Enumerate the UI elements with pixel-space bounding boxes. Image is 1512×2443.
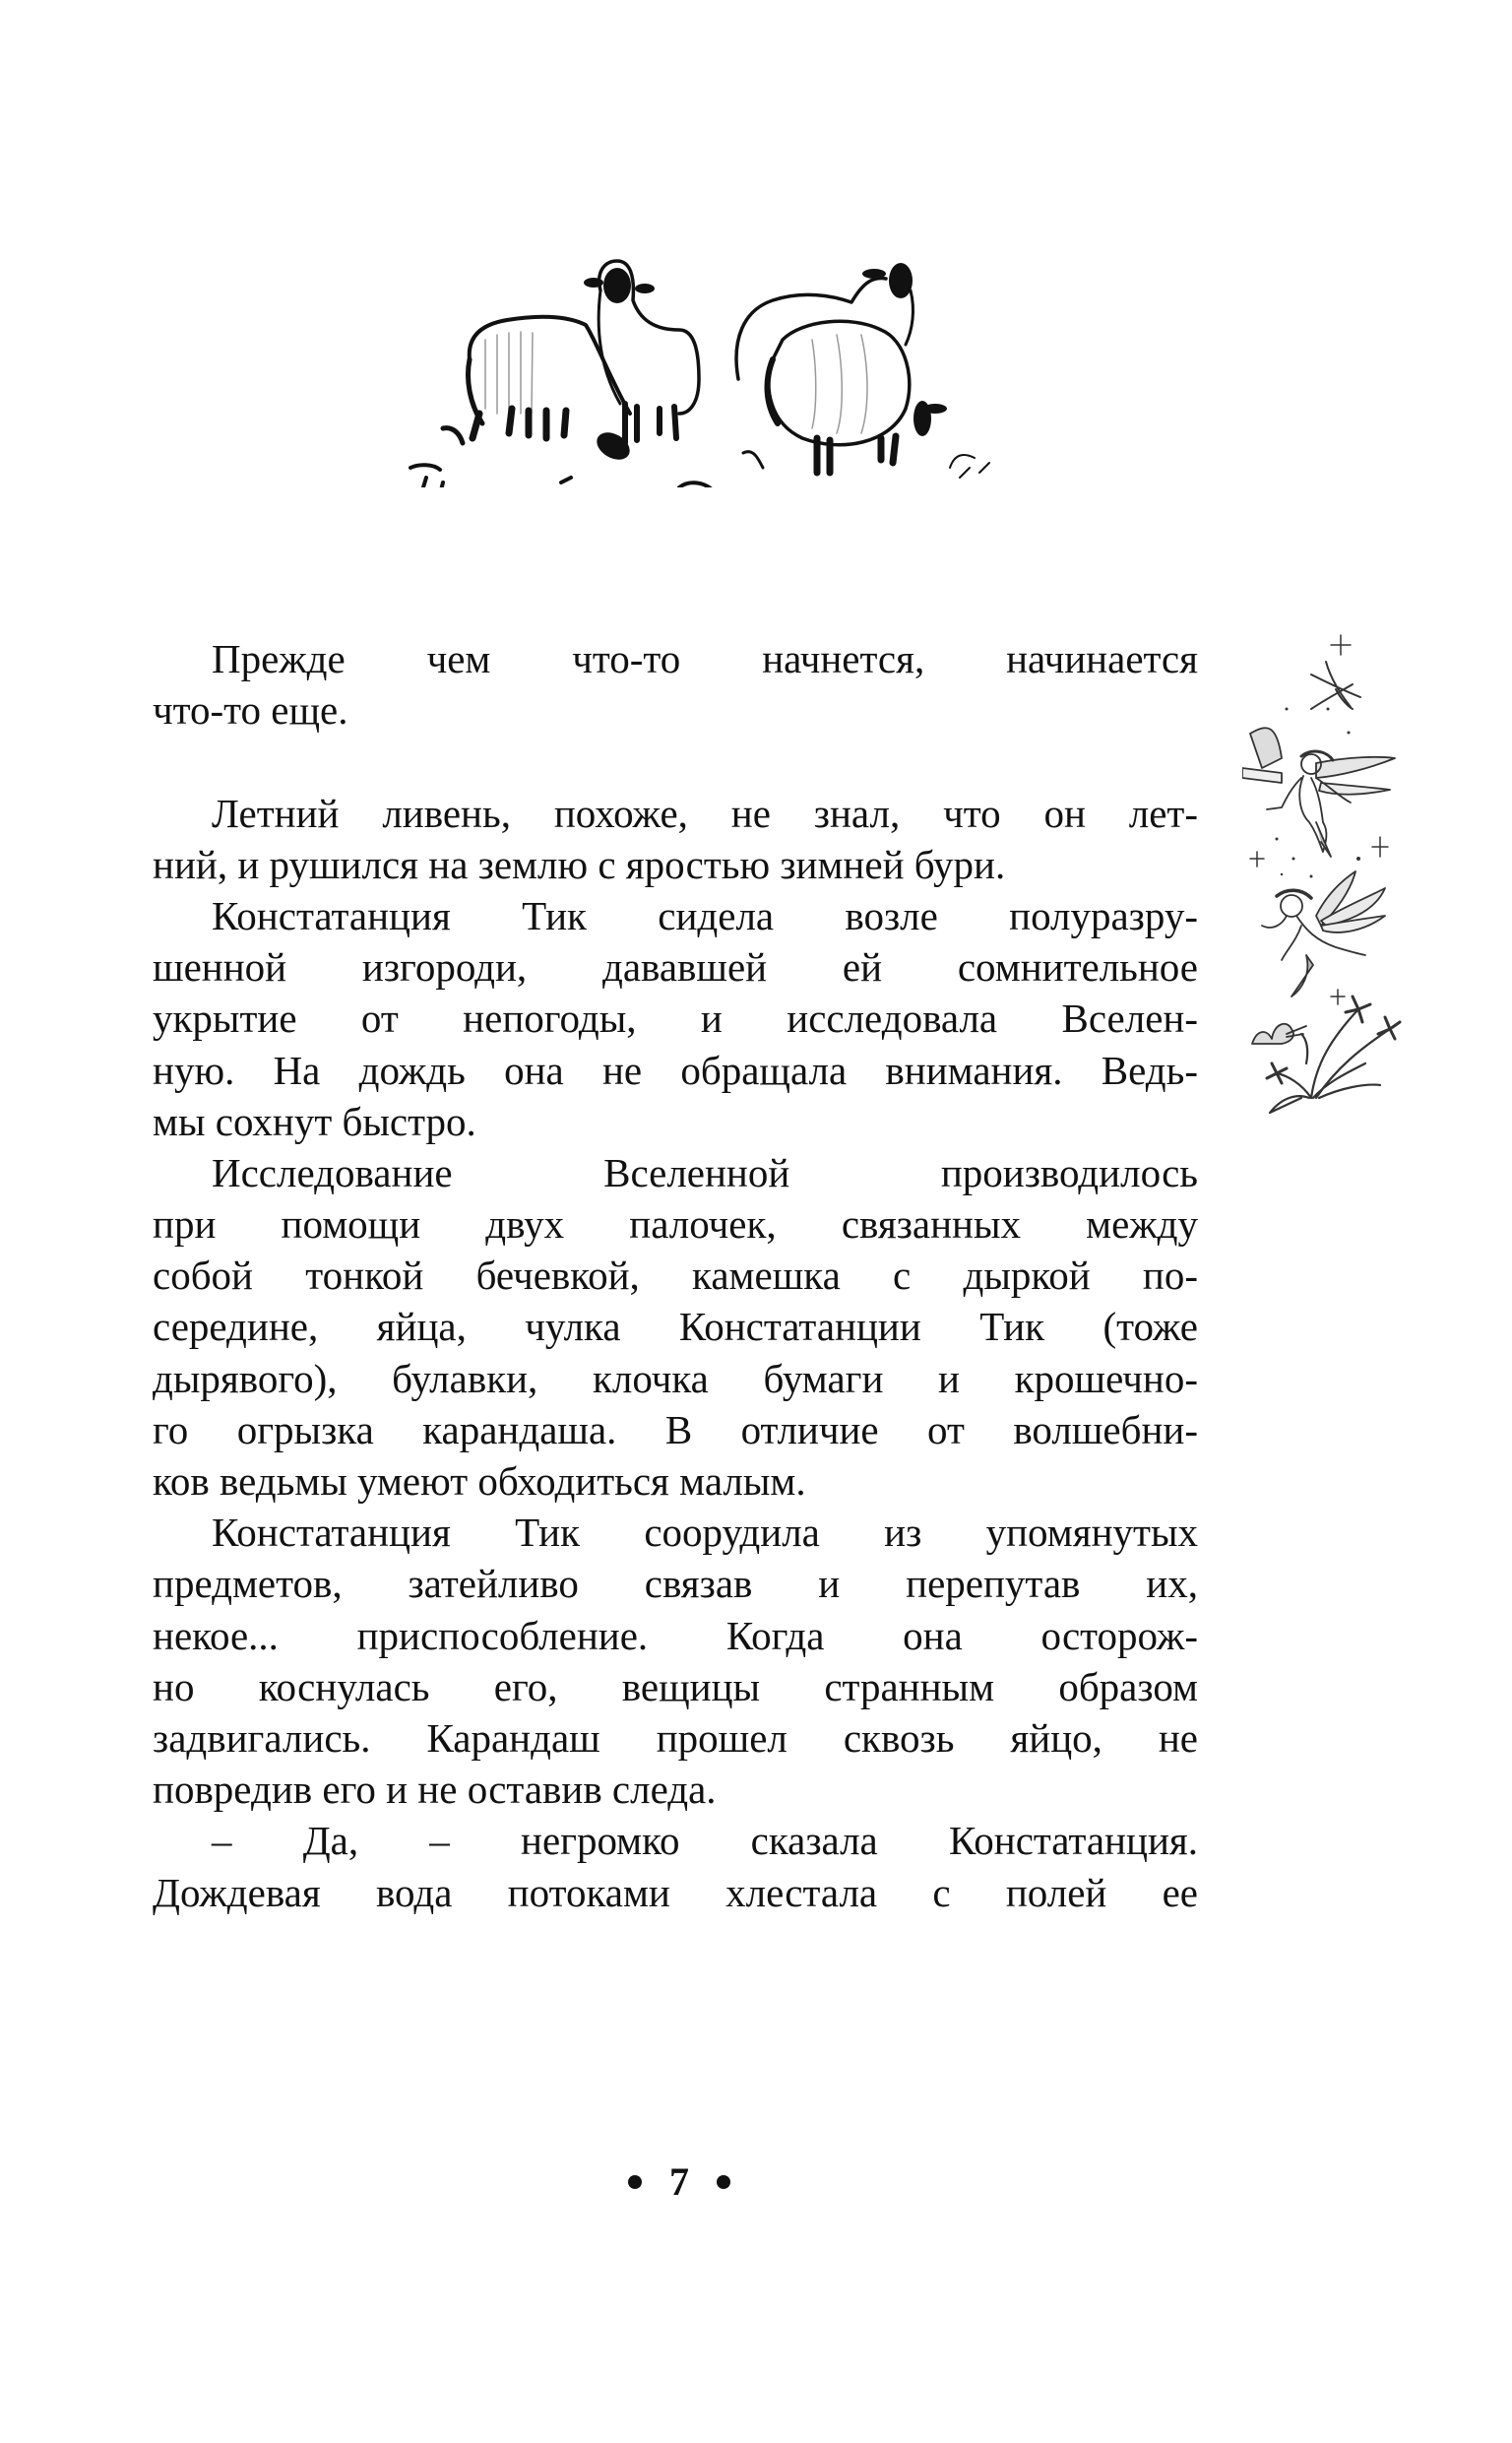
body-text bbox=[153, 633, 1198, 1918]
sheep-grazing-left bbox=[469, 317, 635, 466]
text-line: Прежде чем что-то начнется, начинается bbox=[212, 636, 1198, 681]
dragonfly-sketch bbox=[1311, 662, 1360, 709]
text-line: но коснулась его, вещицы странным образом bbox=[153, 1663, 1198, 1709]
text-line: собой тонкой бечевкой, камешка с дыркой по- bbox=[153, 1253, 1198, 1299]
sheep-standing-middle bbox=[584, 261, 699, 443]
text-line: Дождевая вода потоками хлестала с полей ее bbox=[153, 1869, 1198, 1915]
text-line: Констатанция Тик сидела возле полуразру- bbox=[212, 892, 1198, 938]
text-line: задвигались. Карандаш прошел сквозь яйцо, не bbox=[153, 1714, 1198, 1761]
text-line: дырявого), булавки, клочка бумаги и крошечно- bbox=[153, 1355, 1198, 1401]
page-number-value: 7 bbox=[669, 2159, 689, 2204]
text-line: ную. На дождь она не обращала внимания. Ведь- bbox=[153, 1047, 1198, 1093]
butterfly-sketch bbox=[1252, 1024, 1306, 1044]
text-line: Исследование Вселенной производилось bbox=[212, 1149, 1198, 1195]
text-line: го огрызка карандаша. В отличие от волшебни- bbox=[153, 1406, 1198, 1452]
fairy-one bbox=[1242, 728, 1395, 857]
text-line: повредив его и не оставив следа. bbox=[153, 1767, 717, 1813]
text-line: некое... приспособление. Когда она осторож- bbox=[153, 1612, 1198, 1658]
bullet-dot-icon bbox=[717, 2175, 730, 2189]
text-line: шенной изгороди, дававшей ей сомнительное bbox=[153, 944, 1198, 991]
text-line: укрытие от непогоды, и исследовала Вселен- bbox=[153, 996, 1198, 1042]
sheep-illustration bbox=[399, 231, 999, 487]
fairies-flowers-illustration bbox=[1242, 630, 1419, 1418]
page-number bbox=[0, 2158, 1358, 2205]
text-line: середине, яйца, чулка Констатанции Тик (тоже bbox=[153, 1304, 1198, 1350]
fairy-two bbox=[1262, 871, 1385, 996]
sparkle-icon bbox=[1331, 635, 1351, 655]
text-line: Констатанция Тик соорудила из упомянутых bbox=[212, 1510, 1198, 1556]
flowers-sketch bbox=[1267, 996, 1400, 1113]
text-line: – Да, – негромко сказала Констатанция. bbox=[212, 1818, 1198, 1864]
text-line: ков ведьмы умеют обходиться малым. bbox=[153, 1458, 806, 1504]
text-line: ний, и рушился на землю с яростью зимней бури. bbox=[153, 841, 1006, 887]
text-line: Летний ливень, похоже, не знал, что он лет- bbox=[212, 790, 1198, 836]
grass-tufts bbox=[410, 428, 989, 487]
text-line: что-то еще. bbox=[153, 687, 348, 734]
sheep-pair-right bbox=[736, 263, 947, 473]
text-line: мы сохнут быстро. bbox=[153, 1098, 476, 1144]
bullet-dot-icon bbox=[628, 2175, 642, 2189]
paragraph-gap bbox=[153, 736, 1198, 787]
text-line: предметов, затейливо связав и перепутав их, bbox=[153, 1561, 1198, 1607]
text-line: при помощи двух палочек, связанных между bbox=[153, 1201, 1198, 1248]
